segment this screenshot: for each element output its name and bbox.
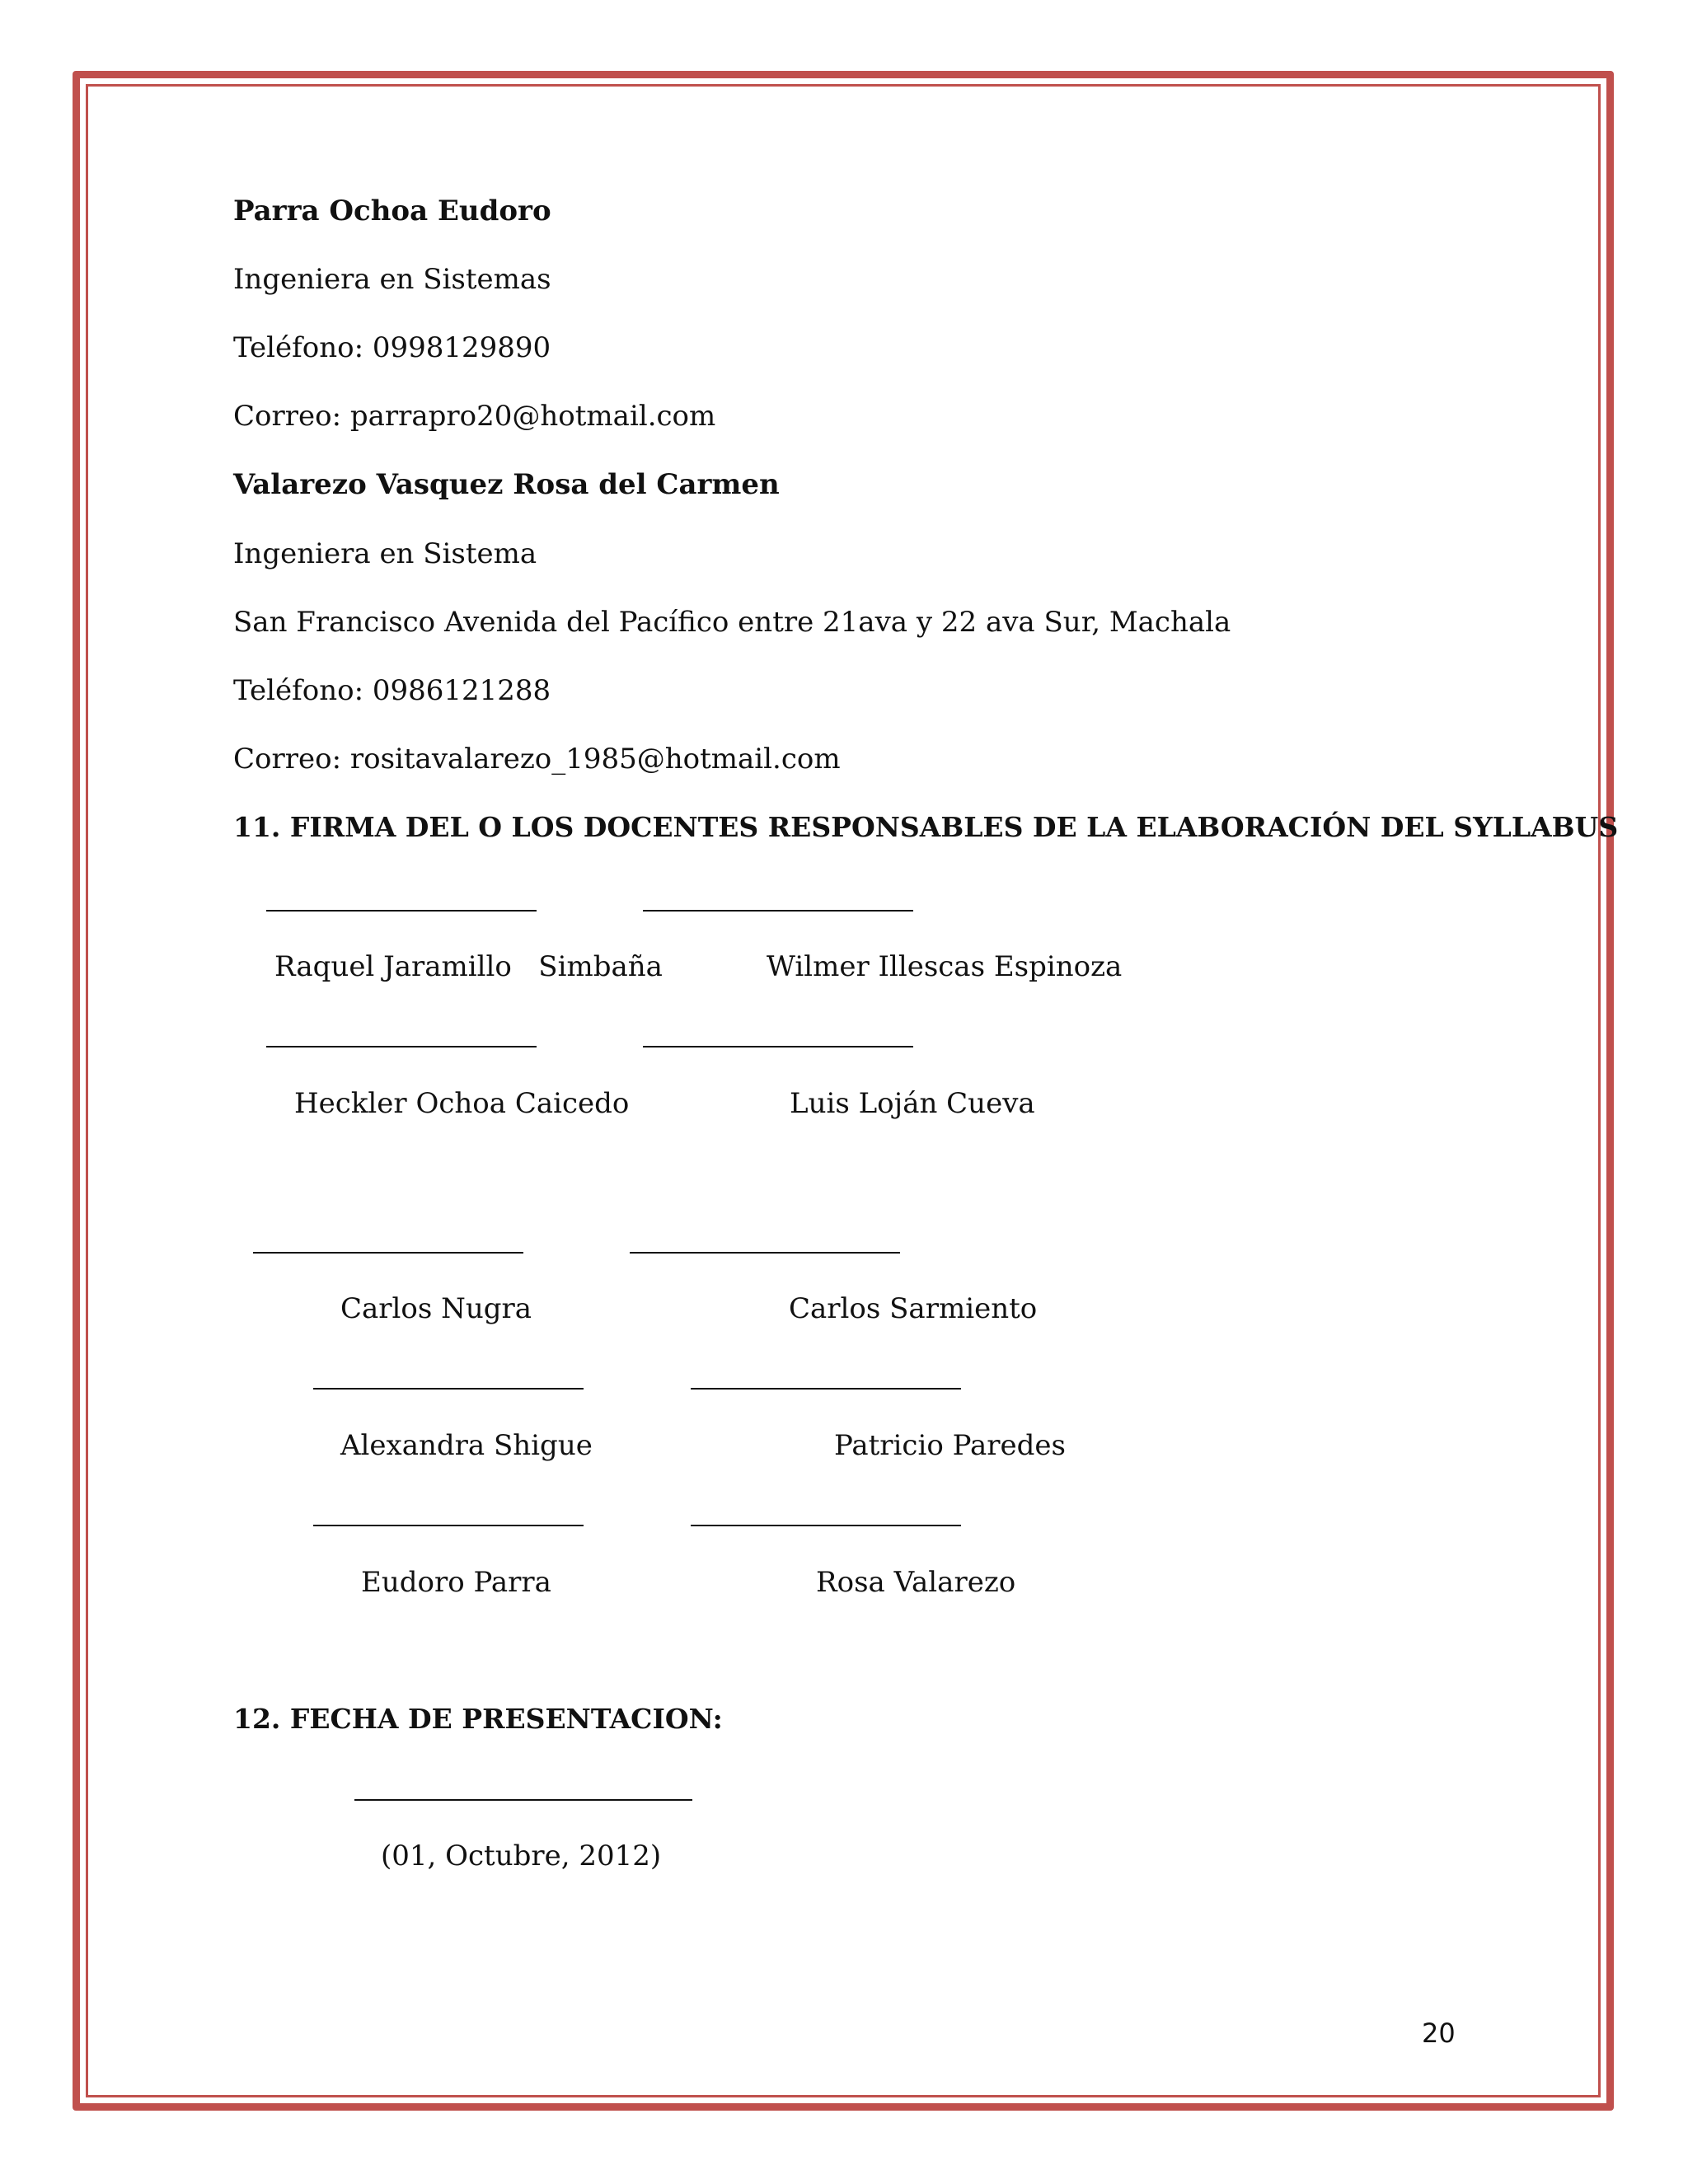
signature-line [266, 910, 537, 912]
signature-name: Rosa Valarezo [816, 1566, 1016, 1599]
signature-line [643, 910, 913, 912]
signature-name: Heckler Ochoa Caicedo [294, 1087, 630, 1120]
signature-name: Wilmer Illescas Espinoza [767, 950, 1123, 983]
contact-phone: Teléfono: 0986121288 [233, 674, 551, 707]
signature-line [691, 1388, 961, 1390]
signature-line [643, 1046, 913, 1047]
contact-title: Ingeniera en Sistema [233, 537, 537, 570]
signature-name: Eudoro Parra [361, 1566, 551, 1599]
page-number: 20 [1422, 2018, 1456, 2049]
contact-phone: Teléfono: 0998129890 [233, 331, 551, 364]
signature-line [630, 1252, 900, 1254]
section-heading-date: 12. FECHA DE PRESENTACION: [233, 1703, 723, 1735]
contact-email: Correo: parrapro20@hotmail.com [233, 400, 716, 433]
signature-line [253, 1252, 523, 1254]
contact-address: San Francisco Avenida del Pacífico entre 21ava y 22 ava Sur, Machala [233, 606, 1231, 639]
signature-line [313, 1388, 584, 1390]
contact-name: Valarezo Vasquez Rosa del Carmen [233, 468, 780, 501]
signature-line [313, 1525, 584, 1526]
signature-name: Carlos Sarmiento [789, 1292, 1038, 1325]
signature-name: Carlos Nugra [340, 1292, 532, 1325]
signature-name: Patricio Paredes [834, 1429, 1066, 1462]
contact-name: Parra Ochoa Eudoro [233, 194, 551, 227]
presentation-date: (01, Octubre, 2012) [381, 1840, 662, 1872]
contact-title: Ingeniera en Sistemas [233, 263, 551, 296]
signature-name: Luis Loján Cueva [790, 1087, 1035, 1120]
signature-name: Raquel Jaramillo Simbaña [274, 950, 663, 983]
section-heading-signatures: 11. FIRMA DEL O LOS DOCENTES RESPONSABLES DE LA ELABORACIÓN DEL SYLLABUS [233, 811, 1619, 843]
signature-name: Alexandra Shigue [340, 1429, 593, 1462]
contact-email: Correo: rositavalarezo_1985@hotmail.com [233, 743, 841, 776]
signature-line [691, 1525, 961, 1526]
date-line [354, 1799, 692, 1801]
signature-line [266, 1046, 537, 1047]
